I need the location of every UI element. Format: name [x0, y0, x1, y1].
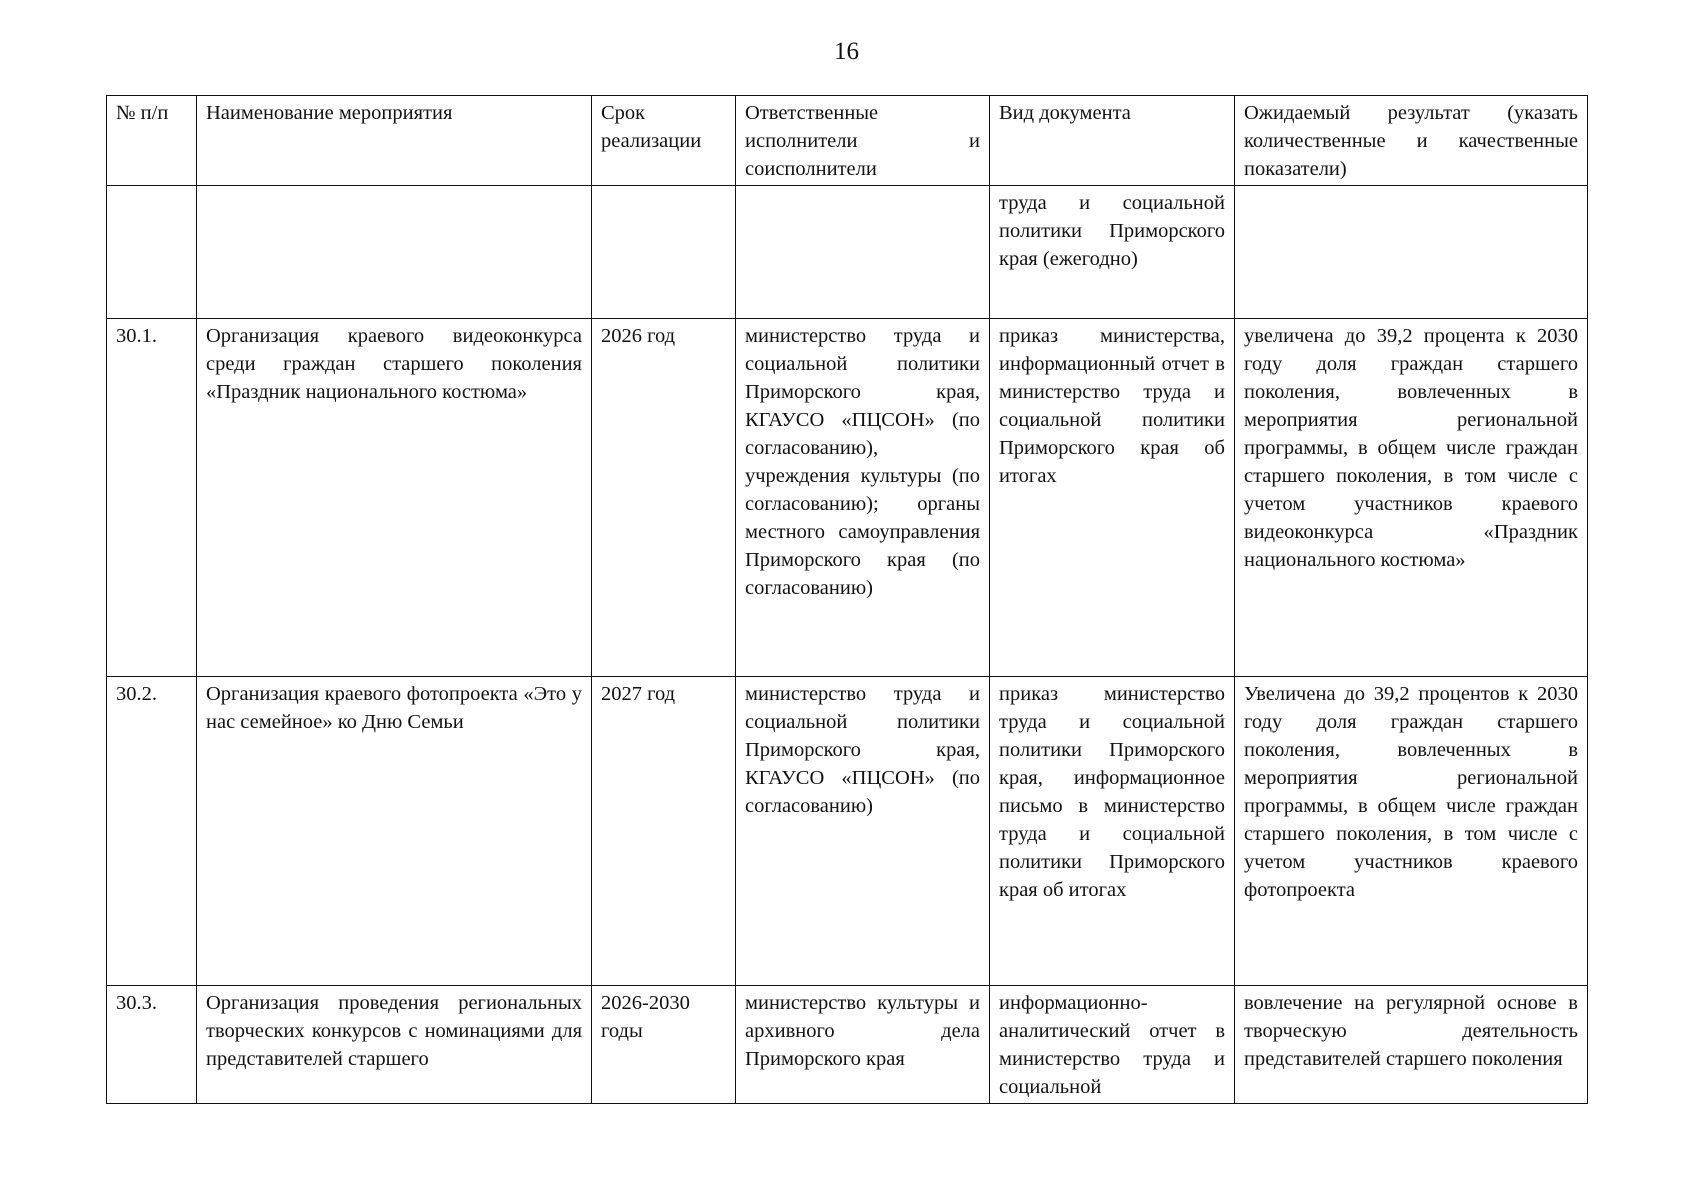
table-row [107, 186, 1588, 319]
row-activity-name: Организация проведения региональных творческих конкурсов с номинациями для представителей старшего [197, 986, 592, 1104]
row-term [592, 186, 736, 319]
row-number: 30.1. [107, 319, 197, 677]
table-header-row [107, 96, 1588, 186]
row-term: 2027 год [592, 677, 736, 986]
row-term: 2026-2030 годы [592, 986, 736, 1104]
row-document-type: труда и социальной политики Приморского края (ежегодно) [990, 186, 1235, 319]
row-expected-result: вовлечение на регулярной основе в творческую деятельность представителей старшего поколения [1235, 986, 1588, 1104]
header-executors: Ответственные исполнители и соисполнители [736, 96, 990, 186]
header-document-type: Вид документа [990, 96, 1235, 186]
header-activity-name: Наименование мероприятия [197, 96, 592, 186]
row-number: 30.2. [107, 677, 197, 986]
row-document-type: информационно-аналитический отчет в министерство труда и социальной [990, 986, 1235, 1104]
row-executors: министерство труда и социальной политики Приморского края, КГАУСО «ПЦСОН» (по согласованию) [736, 677, 990, 986]
header-term: Срок реализации [592, 96, 736, 186]
table-row [107, 986, 1588, 1104]
row-expected-result [1235, 186, 1588, 319]
row-executors: министерство культуры и архивного дела Приморского края [736, 986, 990, 1104]
row-executors: министерство труда и социальной политики Приморского края, КГАУСО «ПЦСОН» (по согласованию), учреждения культуры (по согласованию); органы местного самоуправления Приморского края (по согласованию) [736, 319, 990, 677]
header-number: № п/п [107, 96, 197, 186]
row-expected-result: Увеличена до 39,2 процентов к 2030 году доля граждан старшего поколения, вовлеченных в мероприятия региональной программы, в общем числе граждан старшего поколения, в том числе с учетом участников краевого фотопроекта [1235, 677, 1588, 986]
table-row [107, 677, 1588, 986]
row-number: 30.3. [107, 986, 197, 1104]
row-executors [736, 186, 990, 319]
table-row [107, 319, 1588, 677]
row-activity-name [197, 186, 592, 319]
row-number [107, 186, 197, 319]
page-number: 16 [834, 38, 859, 65]
activities-table [106, 95, 1588, 1104]
row-expected-result: увеличена до 39,2 процента к 2030 году доля граждан старшего поколения, вовлеченных в мероприятия региональной программы, в общем числе граждан старшего поколения, в том числе с учетом участников краевого видеоконкурса «Праздник национального костюма» [1235, 319, 1588, 677]
row-activity-name: Организация краевого фотопроекта «Это у нас семейное» ко Дню Семьи [197, 677, 592, 986]
row-document-type: приказ министерство труда и социальной политики Приморского края, информационное письмо в министерство труда и социальной политики Приморского края об итогах [990, 677, 1235, 986]
row-document-type: приказ министерства, информационный отчет в министерство труда и социальной политики Приморского края об итогах [990, 319, 1235, 677]
row-activity-name: Организация краевого видеоконкурса среди граждан старшего поколения «Праздник национального костюма» [197, 319, 592, 677]
header-expected-result: Ожидаемый результат (указать количественные и качественные показатели) [1235, 96, 1588, 186]
row-term: 2026 год [592, 319, 736, 677]
